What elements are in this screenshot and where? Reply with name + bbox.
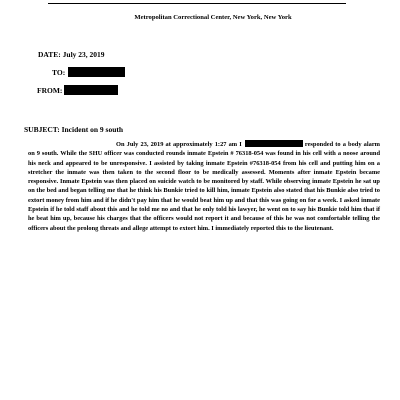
- date-label: DATE:: [38, 50, 61, 59]
- narrative-body: responded to a body alarm on 9 south. While the SHU officer was conducted rounds inmate Epstein # 76318-054 was found in his cell with a noose around his neck and appeared to be unresponsive. I assisted by taking inmate Epstein #76318-054 from his cell and putting him on a stretcher the inmate was then taken to the second floor to be medically assessed. Moments after inmate Epstein became responsive. Inmate Epstein was then placed on suicide watch to be monitored by staff. While observing inmate Epstein he sat up on the bed and began telling me that he think his Bunkie tried to kill him, inmate Epstein also stated that his Bunkie also tried to extort money from him and if he didn't pay him that he would beat him up and that this was going on for a week. I asked inmate Epstein if he told staff about this and he told me no and that he only told his lawyer, he went on to say his Bunkie told him that if he beat him up, because his charges that the officers would not report it and because of this he was not comfortable telling the officers about the prolong threats and allege attempt to extort him. I immediately reported this to the lieutenant.: [28, 141, 381, 232]
- to-label: TO:: [52, 68, 66, 77]
- subject-label: SUBJECT:: [24, 125, 60, 134]
- narrative-opening: On July 23, 2019 at approximately 1:27 am I: [116, 141, 242, 148]
- from-label: FROM:: [37, 86, 63, 95]
- subject-line: [24, 125, 123, 134]
- incident-narrative: [28, 140, 380, 233]
- from-redaction: [64, 85, 118, 95]
- facility-header: Metropolitan Correctional Center, New York, New York: [134, 14, 292, 21]
- date-value: July 23, 2019: [62, 50, 105, 59]
- to-redaction: [68, 67, 125, 77]
- name-redaction: [245, 140, 303, 147]
- date-line: [38, 50, 105, 59]
- subject-value: Incident on 9 south: [61, 125, 124, 134]
- top-rule: [48, 3, 346, 4]
